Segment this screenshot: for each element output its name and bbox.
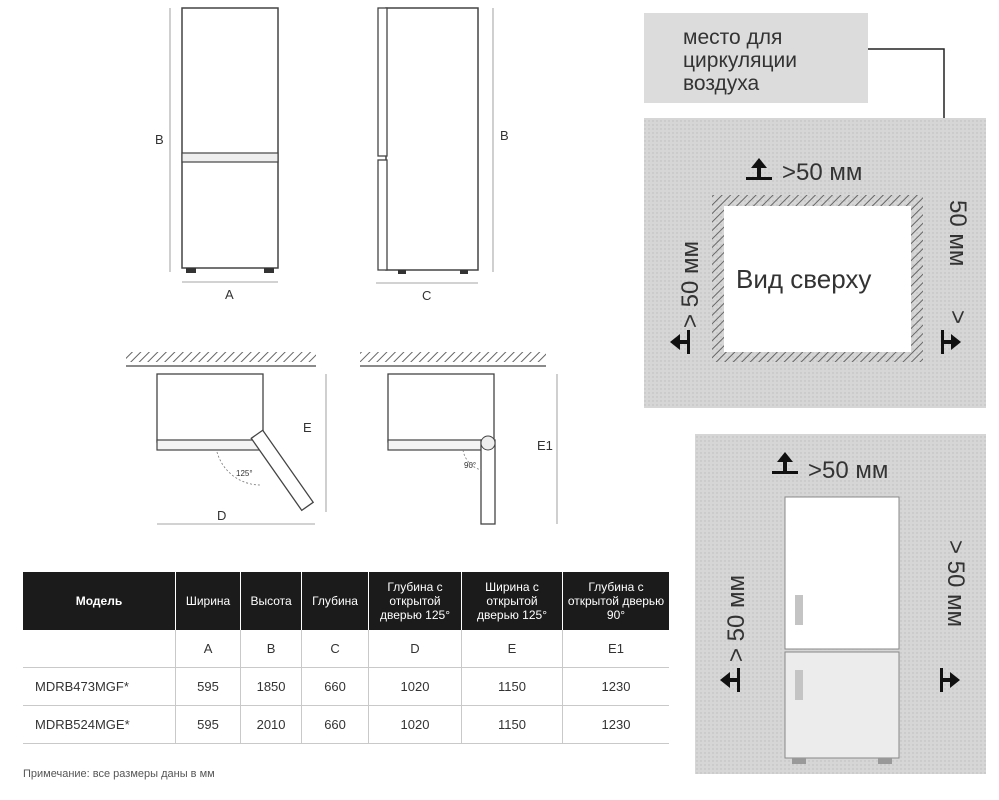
table-cell: 1850 — [241, 668, 302, 706]
table-cell: 1230 — [563, 706, 670, 744]
table-cell: 2010 — [241, 706, 302, 744]
table-cell: 1150 — [462, 706, 563, 744]
table-cell: 1020 — [369, 706, 462, 744]
table-cell: 595 — [176, 668, 241, 706]
callout-line-3: воздуха — [683, 72, 760, 95]
dim-label-a: A — [225, 287, 234, 302]
letter-cell: D — [369, 630, 462, 668]
door-open-90-diagram — [360, 352, 557, 524]
letter-cell: C — [302, 630, 369, 668]
top-clearance-label: >50 мм — [782, 159, 863, 186]
table-letter-row — [23, 630, 669, 668]
right-clearance-gt: > — [944, 310, 971, 325]
angle-label-125: 125° — [236, 469, 253, 478]
header-depth-open-90: Глубина с открытой дверью 90° — [563, 572, 670, 630]
dimensions-table — [23, 572, 669, 744]
header-model: Модель — [23, 572, 176, 630]
dim-label-e: E — [303, 420, 312, 435]
header-width: Ширина — [176, 572, 241, 630]
table-cell: 1150 — [462, 668, 563, 706]
table-row — [23, 706, 669, 744]
front-view-clearance-panel — [695, 434, 986, 774]
header-height: Высота — [241, 572, 302, 630]
left-clearance-label: > 50 мм — [677, 240, 704, 328]
dim-label-c: C — [422, 288, 432, 303]
letter-cell: E1 — [563, 630, 670, 668]
front-left-clearance-label: > 50 мм — [723, 574, 750, 662]
table-row — [23, 668, 669, 706]
top-view-clearance-panel — [644, 118, 986, 408]
callout-line-2: циркуляции — [683, 49, 798, 72]
letter-cell: B — [241, 630, 302, 668]
right-clearance-label: 50 мм — [944, 200, 971, 267]
table-cell: 1230 — [563, 668, 670, 706]
header-depth-open-125: Глубина с открытой дверью 125° — [369, 572, 462, 630]
dim-label-d: D — [217, 508, 227, 523]
table-cell: 660 — [302, 668, 369, 706]
letter-cell — [23, 630, 176, 668]
table-header-row — [23, 572, 669, 630]
header-depth: Глубина — [302, 572, 369, 630]
dim-label-b-front: B — [155, 132, 164, 147]
letter-cell: E — [462, 630, 563, 668]
dim-label-b-side: B — [500, 128, 509, 143]
model-cell: MDRB473MGF* — [23, 668, 176, 706]
front-view-fridge — [155, 8, 278, 302]
table-cell: 595 — [176, 706, 241, 744]
callout-line-1: место для — [683, 26, 783, 49]
front-right-clearance-label: > 50 мм — [942, 540, 969, 628]
angle-label-90: 90° — [464, 461, 477, 470]
model-cell: MDRB524MGE* — [23, 706, 176, 744]
side-view-fridge — [376, 8, 509, 303]
dimensions-note: Примечание: все размеры даны в мм — [23, 768, 215, 780]
header-width-open-125: Ширина с открытой дверью 125° — [462, 572, 563, 630]
table-cell: 660 — [302, 706, 369, 744]
dim-label-e1: E1 — [537, 438, 553, 453]
letter-cell: A — [176, 630, 241, 668]
top-view-label: Вид сверху — [736, 264, 872, 294]
table-cell: 1020 — [369, 668, 462, 706]
front-top-clearance-label: >50 мм — [808, 457, 889, 484]
door-open-125-diagram — [126, 352, 326, 524]
